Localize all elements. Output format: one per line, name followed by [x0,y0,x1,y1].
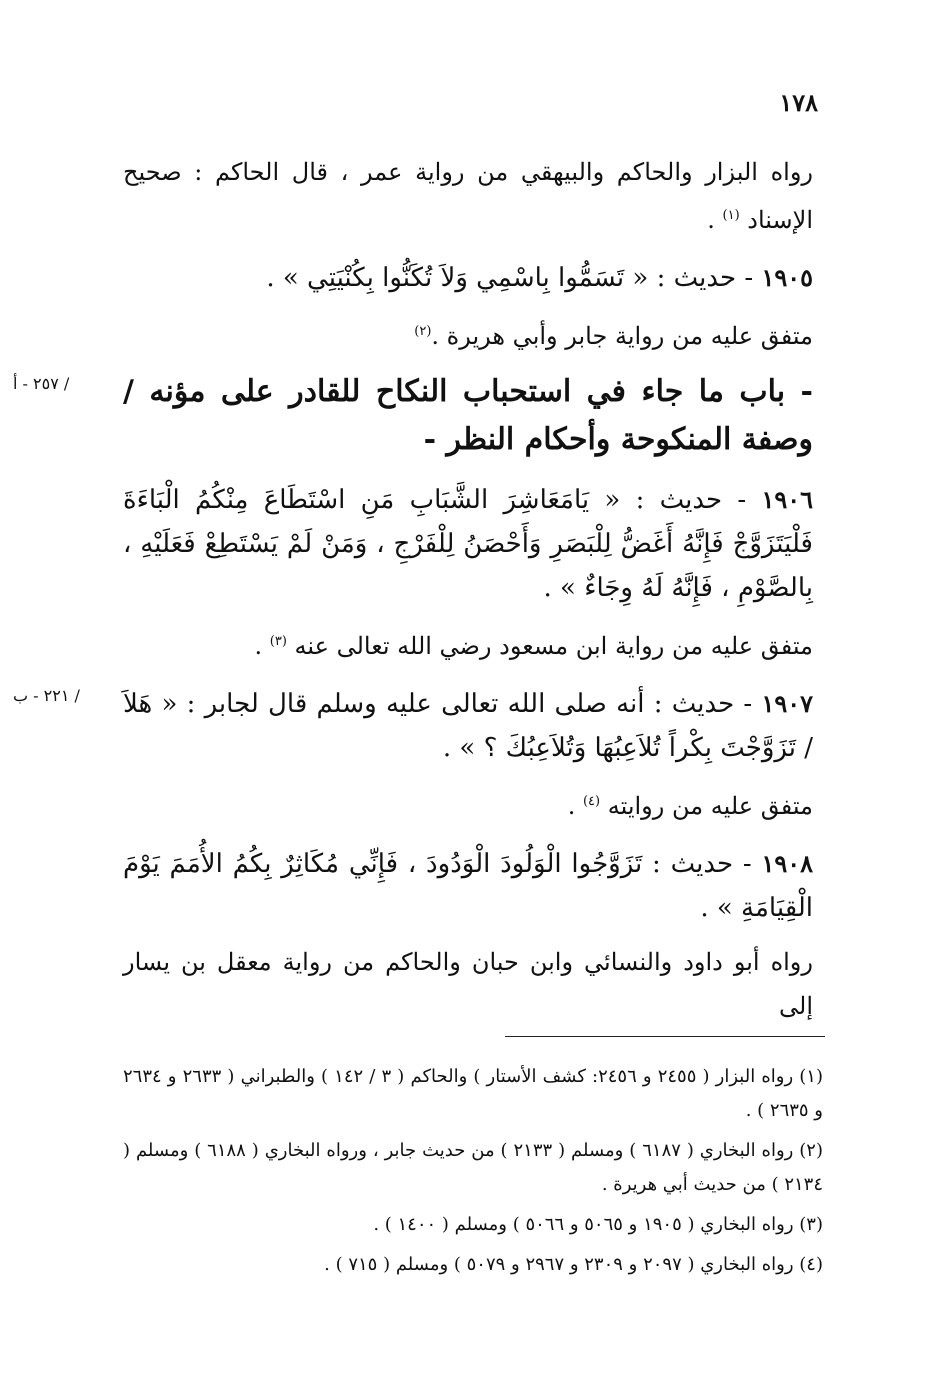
footnote-divider [505,1036,825,1037]
chapter-heading-block [13,368,813,464]
punctuation: . [431,322,440,350]
main-text [13,150,813,1028]
hadith-number: ١٩٠٥ [761,263,813,292]
footnote-marker: (٣) [269,634,287,649]
source-text: متفق عليه من روايته [600,792,813,820]
margin-reference: / ٢٥٧ - أ [13,374,70,393]
source-text: رواه البزار والحاكم والبيهقي من رواية عمر ، قال الحاكم : صحيح الإسناد [123,158,813,234]
footnote: (٤) رواه البخاري ( ٢٠٩٧ و ٢٣٠٩ و ٢٩٦٧ و ٥٠٧٩ ) ومسلم ( ٧١٥ ) . [324,1254,823,1275]
source-text: متفق عليه من رواية ابن مسعود رضي الله تعالى عنه [286,632,813,660]
footnote-marker: (١) [722,208,740,223]
hadith-1905 [123,256,813,300]
footnote: (٣) رواه البخاري ( ١٩٠٥ و ٥٠٦٥ و ٥٠٦٦ ) ومسلم ( ١٤٠٠ ) . [373,1214,823,1235]
hadith-1906 [123,478,813,610]
hadith-text: - حديث : تَزَوَّجُوا الْوَلُودَ الْوَدُودَ ، فَإِنِّي مُكَاثِرٌ بِكُمُ الأُمَمَ يَوْمَ الْقِيَامَةِ » . [123,849,813,923]
footnote: (٢) رواه البخاري ( ٦١٨٧ ) ومسلم ( ٢١٣٣ ) من حديث جابر ، ورواه البخاري ( ٦١٨٨ ) ومسلم ( ٢١٣٤ ) من حديث أبي هريرة . [123,1140,823,1195]
source-1906 [123,620,813,668]
page-number: ١٧٨ [779,88,818,117]
hadith-1907 [123,682,813,770]
chapter-heading: - باب ما جاء في استحباب النكاح للقادر على مؤنه / وصفة المنكوحة وأحكام النظر - [123,374,813,457]
hadith-text: - حديث : « تَسَمُّوا بِاسْمِي وَلاَ تُكَنُّوا بِكُنْيَتِي » . [266,263,762,293]
margin-reference: / ٢٢١ - ب [13,686,80,705]
footnote: (١) رواه البزار ( ٢٤٥٥ و ٢٤٥٦: كشف الأستار ) والحاكم ( ٣ / ١٤٢ ) والطبراني ( ٢٦٣٣ و ٢٦٣٤ و ٢٦٣٥ ) . [123,1066,823,1121]
footnote-marker: (٤) [582,794,601,809]
source-1908 [123,940,813,1028]
punctuation: . [707,206,723,234]
footnote-marker: (٢) [414,324,432,339]
source-1905 [123,310,813,358]
source-text: متفق عليه من رواية جابر وأبي هريرة [439,322,813,350]
hadith-1907-block [13,682,813,770]
source-1907 [123,780,813,828]
hadith-text: - حديث : « يَامَعَاشِرَ الشَّبَابِ مَنِ اسْتَطَاعَ مِنْكُمُ الْبَاءَةَ فَلْيَتَزَوَّجْ فَإِنَّهُ أَغَضُّ لِلْبَصَرِ وَأَحْصَنُ لِلْفَرْجِ ، وَمَنْ لَمْ يَسْتَطِعْ فَعَلَيْهِ ، بِالصَّوْمِ ، فَإِنَّهُ لَهُ وِجَاءٌ » . [123,485,813,603]
hadith-1908 [123,842,813,930]
hadith-text: - حديث : أنه صلى الله تعالى عليه وسلم قال لجابر : « هَلاَ / تَزَوَّجْتَ بِكْراً تُلاَعِبُهَا وَتُلاَعِبُكَ ؟ » . [123,689,813,763]
source-text: رواه أبو داود والنسائي وابن حبان والحاكم من رواية معقل بن يسار إلى [123,948,813,1020]
paragraph-source-1 [123,150,813,242]
footnotes [123,1060,823,1288]
punctuation: . [254,632,270,660]
hadith-number: ١٩٠٧ [761,689,813,718]
hadith-number: ١٩٠٨ [761,849,813,878]
punctuation: . [567,792,583,820]
hadith-number: ١٩٠٦ [761,485,813,514]
